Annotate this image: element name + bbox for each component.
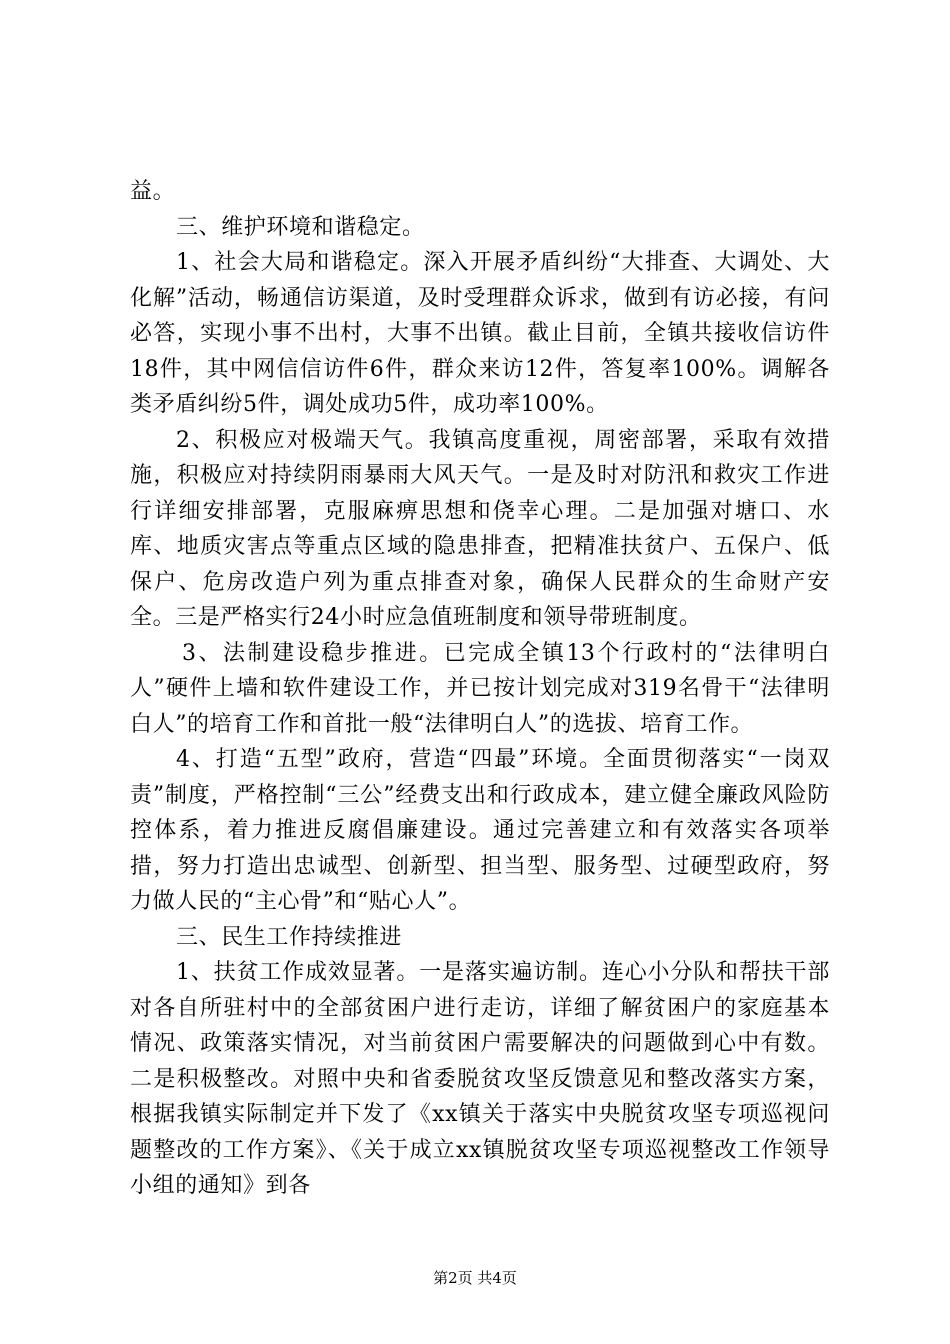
paragraph-extreme-weather: 2、积极应对极端天气。我镇高度重视，周密部署，采取有效措施，积极应对持续阴雨暴雨大风天气。一是及时对防汛和救灾工作进行详细安排部署，克服麻痹思想和侥幸心理。二是加强对塘口、水库、地质灾害点等重点区域的隐患排查，把精准扶贫户、五保户、低保户、危房改造户列为重点排查对象，确保人民群众的生命财产安全。三是严格实行24小时应急值班制度和领导带班制度。 [130,427,830,630]
paragraph-government-building: 4、打造“五型”政府，营造“四最”环境。全面贯彻落实“一岗双责”制度，严格控制“三公”经费支出和行政成本，建立健全廉政风险防控体系，着力推进反腐倡廉建设。通过完善建立和有效落实各项举措，努力打造出忠诚型、创新型、担当型、服务型、过硬型政府，努力做人民的“主心骨”和“贴心人”。 [130,747,830,914]
section-heading-livelihood: 三、民生工作持续推进 [176,924,403,950]
paragraph-continuation: 益。 [130,179,176,204]
document-body [130,174,830,1204]
section-heading-environment: 三、维护环境和谐稳定。 [176,214,425,240]
paragraph-social-stability: 1、社会大局和谐稳定。深入开展矛盾纠纷“大排查、大调处、大化解”活动，畅通信访渠道，及时受理群众诉求，做到有访必接，有问必答，实现小事不出村，大事不出镇。截止目前，全镇共接收信访件18件，其中网信信访件6件，群众来访12件，答复率100%。调解各类矛盾纠纷5件，调处成功5件，成功率100%。 [130,250,830,417]
paragraph-legal-construction: 3、法制建设稳步推进。已完成全镇13个行政村的“法律明白人”硬件上墙和软件建设工作，并已按计划完成对319名骨干“法律明白人”的培育工作和首批一般“法律明白人”的选拔、培育工作。 [130,640,830,737]
paragraph-poverty-alleviation: 1、扶贫工作成效显著。一是落实遍访制。连心小分队和帮扶干部对各自所驻村中的全部贫困户进行走访，详细了解贫困户的家庭基本情况、政策落实情况，对当前贫困户需要解决的问题做到心中有数。二是积极整改。对照中央和省委脱贫攻坚反馈意见和整改落实方案，根据我镇实际制定并下发了《xx镇关于落实中央脱贫攻坚专项巡视问题整改的工作方案》、《关于成立xx镇脱贫攻坚专项巡视整改工作领导小组的通知》到各 [130,960,830,1198]
page-number: 第2页 共4页 [433,1269,517,1287]
page-footer [0,1268,950,1288]
